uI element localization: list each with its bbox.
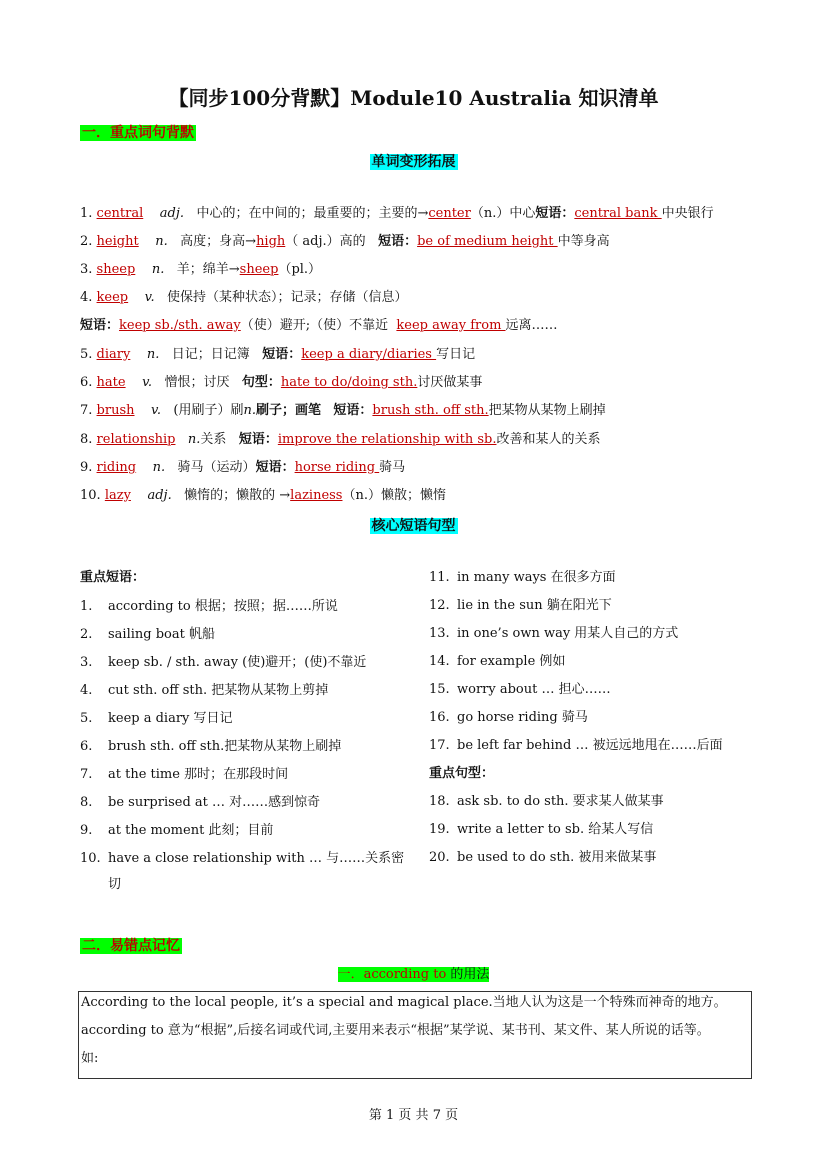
vocab-item-1: 1. central adj. 中心的；在中间的；最重要的；主要的→center（n.）中心短语：central bank 中央银行 <box>80 206 714 221</box>
usage-explanation: according to 意为“根据”,后接名词或代词,主要用来表示“根据”某学说、某书刊、某文件、某人所说的话等。 <box>81 1023 710 1038</box>
subheading-according-to: 一．according to 的用法 <box>337 967 490 982</box>
vocab-item-5: 5. diary n. 日记；日记簿 短语：keep a diary/diaries 写日记 <box>80 347 476 362</box>
list-item: 14. for example 例如 <box>429 654 566 669</box>
usage-example-label: 如: <box>81 1051 99 1066</box>
phrase-list-right <box>429 567 759 869</box>
vocab-item-2: 2. height n. 高度；身高→high（ adj.）高的 短语：be of medium height 中等身高 <box>80 234 610 249</box>
section-heading-1: 一．重点词句背默 <box>82 125 194 141</box>
vocab-item-6: 6. hate v. 憎恨；讨厌 句型：hate to do/doing sth.讨厌做某事 <box>80 375 483 390</box>
page-footer: 第 1 页 共 7 页 <box>368 1108 459 1123</box>
list-item: 18. ask sb. to do sth. 要求某人做某事 <box>429 794 664 809</box>
left-column-heading: 重点短语： <box>80 570 146 585</box>
list-item: 4. cut sth. off sth. 把某物从某物上剪掉 <box>80 683 329 698</box>
list-item: 5. keep a diary 写日记 <box>80 711 233 726</box>
vocab-item-9: 9. riding n. 骑马（运动）短语：horse riding 骑马 <box>80 460 406 475</box>
example-box <box>78 991 752 1079</box>
list-item: 19. write a letter to sb. 给某人写信 <box>429 822 654 837</box>
subheading-word-forms: 单词变形拓展 <box>371 154 456 170</box>
vocab-item-4: 4. keep v. 使保持（某种状态）；记录；存储（信息） <box>80 290 408 305</box>
vocab-item-8: 8. relationship n.关系 短语：improve the relationship with sb.改善和某人的关系 <box>80 432 601 447</box>
vocab-item-10: 10. lazy adj. 懒惰的；懒散的 →laziness（n.）懒散；懒惰 <box>80 488 446 503</box>
list-item: 15. worry about … 担心…… <box>429 682 611 697</box>
right-column-heading: 重点句型： <box>429 766 495 781</box>
list-item: 1. according to 根据；按照；据……所说 <box>80 599 338 614</box>
list-item: 7. at the time 那时；在那段时间 <box>80 767 289 782</box>
list-item: 10. have a close relationship with … 与……关系密 <box>80 851 405 866</box>
list-item: 8. be surprised at … 对……感到惊奇 <box>80 795 321 810</box>
list-item-wrap: 切 <box>108 877 122 892</box>
phrase-list-left <box>80 596 420 896</box>
section-heading-2: 二．易错点记忆 <box>82 938 180 954</box>
list-item: 16. go horse riding 骑马 <box>429 710 588 725</box>
example-sentence: According to the local people, it’s a special and magical place.当地人认为这是一个特殊而神奇的地方。 <box>81 995 727 1010</box>
list-item: 20. be used to do sth. 被用来做某事 <box>429 850 657 865</box>
vocab-item-4-phrases: 短语：keep sb./sth. away（使）避开;（使）不靠近 keep away from 远离…… <box>80 318 558 333</box>
list-item: 12. lie in the sun 躺在阳光下 <box>429 598 612 613</box>
list-item: 2. sailing boat 帆船 <box>80 627 215 642</box>
list-item: 17. be left far behind … 被远远地甩在……后面 <box>429 738 723 753</box>
list-item: 6. brush sth. off sth.把某物从某物上刷掉 <box>80 739 342 754</box>
subheading-core-phrases: 核心短语句型 <box>371 518 456 534</box>
list-item: 13. in one’s own way 用某人自己的方式 <box>429 626 679 641</box>
vocab-item-7: 7. brush v. (用刷子）刷n.刷子；画笔 短语：brush sth. off sth.把某物从某物上刷掉 <box>80 403 606 418</box>
list-item: 9. at the moment 此刻；目前 <box>80 823 274 838</box>
vocab-item-3: 3. sheep n. 羊；绵羊→sheep（pl.） <box>80 262 322 277</box>
list-item: 3. keep sb. / sth. away (使)避开；(使)不靠近 <box>80 655 367 670</box>
page-title: 【同步100分背默】Module10 Australia 知识清单 <box>168 86 659 110</box>
list-item: 11. in many ways 在很多方面 <box>429 570 616 585</box>
